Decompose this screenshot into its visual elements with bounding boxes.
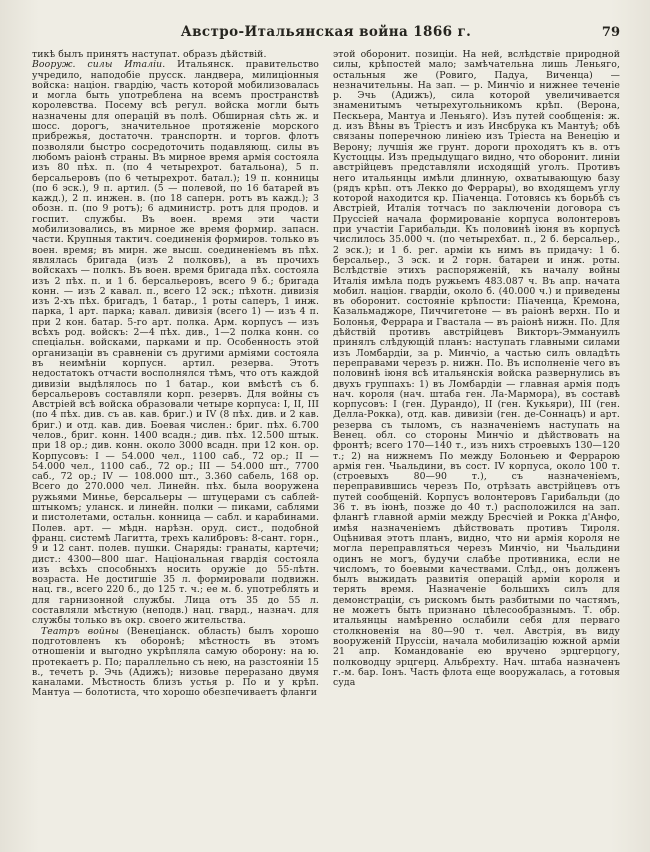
- left-column: [32, 50, 319, 699]
- paragraph-theatre-of-war: [32, 627, 319, 699]
- paragraph-armed-forces: [32, 60, 319, 626]
- text-columns: [32, 50, 620, 699]
- paragraph-lead: Театръ войны: [41, 625, 119, 637]
- paragraph-continuation: этой оборонит. позиціи. На ней, вслѣдствіе природной силы, крѣпостей мало; замѣчательна лишь Леньяго, остальныя же (Ровиго, Падуа, Виченца) — незначительны. На зап. — р. Минчіо и нижнее теченіе р. Эчь (Адижъ), сила которой увеличивается знаменитымъ четырехугольникомъ крѣп. (Верона, Пескьера, Мантуа и Леньяго). Изъ путей сообщенія: ж. д. изъ Вѣны въ Тріестъ и изъ Инсбрука къ Мантуѣ; обѣ связаны поперечною линіею изъ Тріеста на Венецію и Верону; лучшія же грунт. дороги проходятъ къ в. отъ Кустоццы. Изъ предыдущаго видно, что оборонит. линіи австрійцевъ представляли исходящій уголъ. Противъ него итальянцы имѣли длинную, охватывающую базу (рядъ крѣп. отъ Лекко до Феррары), во входящемъ углу которой находится кр. Піаченца. Готовясь къ борьбѣ съ Австріей, Италія тотчасъ по заключеніи договора съ Пруссіей начала формированіе корпуса волонтеровъ при участіи Гарибальди. Къ половинѣ іюня въ корпусѣ числилось 35.000 ч. (по четырехбат. п., 2 б. берсальер., 2 эск.); и 1 б. рег. арміи къ нимъ въ придачу: 1 б. берсальер., 3 эск. и 2 горн. батареи и инж. роты. Вслѣдствіе этихъ распоряженій, къ началу войны Италія имѣла подъ ружьемъ 483.087 ч. Въ апр. начата мобил. націон. гвардіи, около б. (40.000 ч.) и приведены въ оборонит. состояніе крѣпости: Піаченца, Кремона, Казальмаджоре, Пиччигетоне — въ раіонѣ верхн. По и Болонья, Феррара и Гвастала — въ раіонѣ нижн. По. Для дѣйствій противъ австрійцевъ Викторъ-Эммануилъ принялъ слѣдующій планъ: наступать главными силами изъ Ломбардіи, за р. Минчіо, а частью силъ овладѣть переправами черезъ р. нижн. По. Въ исполненіе чего въ половинѣ іюня всѣ итальянскія войска развернулись въ двухъ группахъ: 1) въ Ломбардіи — главная армія подъ нач. короля (нач. штаба ген. Ла-Мармора), въ составѣ корпусовъ: I (ген. Дурандо), II (ген. Кукьяри), III (ген. Делла-Рокка), отд. кав. дивизіи (ген. де-Соннацъ) и арт. резерва съ тыломъ, съ назначеніемъ наступать на Венец. обл. со стороны Минчіо и дѣйствовать на фронтѣ; всего 170—140 т., изъ нихъ строевыхъ 130—120 т.; 2) на нижнемъ По между Болоньею и Феррарою армія ген. Чьальдини, въ сост. IV корпуса, около 100 т. (строевыхъ 80—90 т.), съ назначеніемъ, переправившись черезъ По, отрѣзать австрійцевъ отъ путей сообщеній. Корпусъ волонтеровъ Гарибальди (до 36 т. въ іюнѣ, позже до 40 т.) расположился на зап. флангѣ главной арміи между Бресчіей и Рокка д'Анфо, имѣя назначеніемъ дѣйствовать противъ Тироля. Оцѣнивая этотъ планъ, видно, что ни армія короля не могла переправляться черезъ Минчіо, ни Чьальдини одинъ не могъ, будучи слабѣе противника, если не числомъ, то боевыми качествами. Слѣд., онъ долженъ былъ выжидать развитія операцій арміи короля и терять время. Назначеніе большихъ силъ для демонстраціи, съ рискомъ быть разбитыми по частямъ, не можетъ быть признано цѣлесообразнымъ. Т. обр. итальянцы намѣренно ослабили себя для перваго столкновенія на 80—90 т. чел. Австрія, въ виду вооруженій Пруссіи, начала мобилизацію южной арміи 21 апр. Командованіе ею вручено эрцгерцогу, полководцу эрцгерц. Альбрехту. Нач. штаба назначенъ г.-м. бар. Іонъ. Часть флота еще вооружалась, а готовыя суда: [333, 49, 620, 689]
- paragraph-continuation: тикѣ былъ принятъ наступат. образъ дѣйствій.: [32, 49, 267, 60]
- page-header: [32, 24, 620, 40]
- right-column: [333, 50, 620, 699]
- paragraph-text: Итальянск. правительство учредило, наподобіе прусск. ландвера, милиціонныя войска: націон. гвардію, часть которой мобилизовалась и могла быть употреблена на всемъ пространствѣ королевства. Посему всѣ регул. войска могли быть назначены для операцій въ полѣ. Обширная сѣть ж. и шосс. дорогъ, значительное протяженіе морского прибрежья, достаточн. транспортн. и торгов. флотъ позволяли быстро сосредоточить подавляющ. силы въ любомъ раіонѣ страны. Въ мирное время армія состояла изъ 80 пѣх. п. (по 4 четырехрот. батальона), 5 п. берсальеровъ (по 6 четырехрот. батал.); 19 п. конницы (по 6 эск.), 9 п. артил. (5 — полевой, по 16 батарей въ кажд.), 2 п. инжен. в. (по 18 саперн. ротъ въ кажд.); 3 обозн. п. (по 9 ротъ); 6 администр. ротъ для продов. и госпит. службы. Въ воен. время эти части мобилизовались, въ мирное же время формир. запасн. части. Крупныя тактич. соединенія формиров. только въ воен. время; въ мирн. же высш. соединеніемъ въ пѣх. являлась бригада (изъ 2 полковъ), а въ прочихъ войскахъ — полкъ. Въ воен. время бригада пѣх. состояла изъ 2 пѣх. п. и 1 б. берсальеровъ, всего 9 б.; бригада конн. — изъ 2 кавал. п., всего 12 эск.; пѣхотн. дивизія изъ 2-хъ пѣх. бригадъ, 1 батар., 1 роты саперъ, 1 инж. парка, 1 арт. парка; кавал. дивизія (всего 1) — изъ 4 п. при 2 кон. батар. 5-го арт. полка. Арм. корпусъ — изъ всѣхъ род. войскъ: 2—4 пѣх. див., 1—2 полка конн. со спеціальн. войсками, парками и пр. Особенность этой организаціи въ сравненіи съ другими арміями состояла въ неимѣніи корпусн. артил. резерва. Этотъ недостатокъ отчасти восполнялся тѣмъ, что отъ каждой дивизіи выдѣлялось по 1 батар., кои вмѣстѣ съ б. берсальеровъ составляли корп. резервъ. Для войны съ Австріей всѣ войска образовали четыре корпуса: I, II, III (по 4 пѣх. див. съ ав. кав. бриг.) и IV (8 пѣх. див. и 2 кав. бриг.) и отд. кав. див. Боевая числен.: бриг. пѣх. 6.700 челов., бриг. конн. 1400 всадн.; див. пѣх. 12.500 штык. при 18 ор.; див. конн. около 3000 всадн. при 12 кон. ор. Корпусовъ: I — 54.000 чел., 1100 саб., 72 ор.; II — 54.000 чел., 1100 саб., 72 ор.; III — 54.000 шт., 7700 саб., 72 ор.; IV — 108.000 шт., 3.360 сабель, 168 ор. Всего до 270.000 чел. Линейн. пѣх. была вооружена ружьями Минье, берсальеры — штуцерами съ саблей-штыкомъ; уланск. и линейн. полки — пиками, саблями и пистолетами, остальн. конница — сабл. и карабинами. Полев. арт. — мѣдн. нарѣзн. оруд. сист., подобной франц. системѣ Лагитта, трехъ калибровъ: 8-сант. горн., 9 и 12 сант. полев. пушки. Снаряды: гранаты, картечи; дист.: 4300—800 шаг. Національная гвардія состояла изъ всѣхъ способныхъ носить оружіе до 55-лѣтн. возраста. Не достигшіе 35 л. формировали подвижн. нац. гв., всего 220 б., до 125 т. ч.; ее м. б. употреблять и для гарнизонной службы. Лица отъ 35 до 55 л. составляли мѣстную (неподв.) нац. гвард., назнач. для службы только въ окр. своего жительства.: [32, 59, 319, 627]
- page-title: Австро-Итальянская война 1866 г.: [180, 24, 472, 40]
- page-number: 79: [601, 25, 620, 40]
- paragraph-lead: Вооруж. силы Италіи.: [32, 59, 166, 71]
- paragraph-text: (Венеціанск. область) былъ хорошо подготовленъ къ оборонѣ; мѣстность въ этомъ отношеніи и выгодно укрѣпляла самую оборону: на ю. протекаетъ р. По; параллельно съ нею, на разстояніи 15 в., течетъ р. Эчь (Адижъ); низовье переразано двумя каналами. Мѣстность близъ устья р. По и у крѣп. Мантуа — болотиста, что хорошо обезпечиваетъ фланги: [32, 625, 319, 699]
